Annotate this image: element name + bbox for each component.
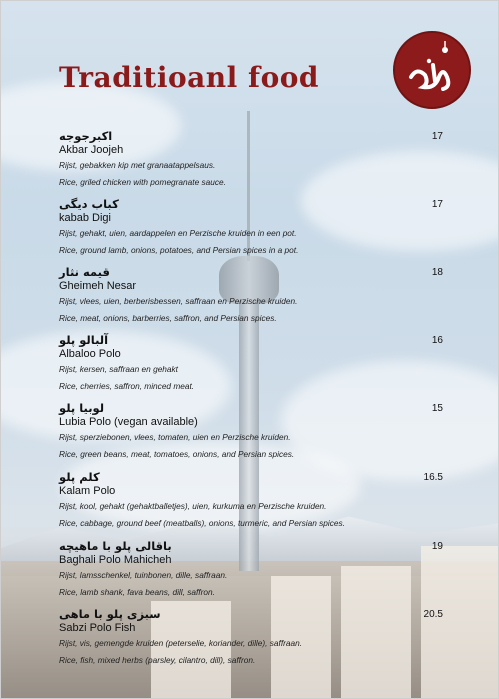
item-name: Kalam Polo [59, 485, 116, 497]
item-name: Baghali Polo Mahicheh [59, 554, 172, 566]
item-description-dutch: Rijst, vlees, uien, berberisbessen, saffraan en Perzische kruiden. [59, 296, 298, 306]
menu-item [59, 129, 449, 191]
item-persian-name: آلبالو پلو [59, 333, 109, 347]
menu-item [59, 470, 449, 532]
menu-item [59, 607, 449, 669]
item-description-english: Rice, cabbage, ground beef (meatballs), onions, turmeric, and Persian spices. [59, 518, 345, 528]
item-description-english: Rice, lamb shank, fava beans, dill, saffron. [59, 587, 215, 597]
page-title: Traditioanl food [59, 61, 320, 94]
menu-item [59, 265, 449, 327]
menu-item [59, 197, 449, 259]
item-persian-name: سبزی پلو با ماهی [59, 607, 161, 621]
item-description-dutch: Rijst, lamsschenkel, tuinbonen, dille, saffraan. [59, 570, 228, 580]
item-persian-name: باقالی پلو با ماهیچه [59, 539, 172, 553]
item-description-dutch: Rijst, gebakken kip met granaatappelsaus. [59, 160, 216, 170]
item-name: Lubia Polo (vegan available) [59, 416, 198, 428]
item-description-dutch: Rijst, kersen, saffraan en gehakt [59, 364, 178, 374]
item-name: Akbar Joojeh [59, 144, 124, 156]
menu-item [59, 333, 449, 395]
item-description-english: Rice, cherries, saffron, minced meat. [59, 381, 195, 391]
item-name: kabab Digi [59, 212, 111, 224]
item-name: Albaloo Polo [59, 348, 121, 360]
item-name: Sabzi Polo Fish [59, 622, 136, 634]
item-description-dutch: Rijst, kool, gehakt (gehaktballetjes), uien, kurkuma en Perzische kruiden. [59, 501, 327, 511]
item-description-english: Rice, griled chicken with pomegranate sauce. [59, 177, 226, 187]
item-persian-name: لوبیا پلو [59, 401, 105, 415]
item-price: 19 [431, 541, 443, 552]
item-price: 20.5 [423, 609, 443, 620]
menu-item [59, 539, 449, 601]
item-price: 16.5 [423, 472, 443, 483]
item-description-english: Rice, meat, onions, barberries, saffron, and Persian spices. [59, 313, 277, 323]
restaurant-logo [393, 31, 471, 109]
item-persian-name: کلم پلو [59, 470, 100, 484]
menu-item [59, 401, 449, 463]
item-price: 18 [431, 267, 443, 278]
item-description-dutch: Rijst, sperziebonen, vlees, tomaten, uien en Perzische kruiden. [59, 432, 291, 442]
item-price: 17 [431, 131, 443, 142]
item-description-english: Rice, ground lamb, onions, potatoes, and Persian spices in a pot. [59, 245, 299, 255]
item-price: 16 [431, 335, 443, 346]
item-description-english: Rice, fish, mixed herbs (parsley, cilantro, dill), saffron. [59, 655, 256, 665]
item-description-dutch: Rijst, vis, gemengde kruiden (peterselie, koriander, dille), saffraan. [59, 638, 303, 648]
item-name: Gheimeh Nesar [59, 280, 137, 292]
item-description-dutch: Rijst, gehakt, uien, aardappelen en Perzische kruiden in een pot. [59, 228, 297, 238]
item-persian-name: کباب دیگی [59, 197, 119, 211]
item-description-english: Rice, green beans, meat, tomatoes, onions, and Persian spices. [59, 449, 295, 459]
item-persian-name: قیمه نثار [59, 265, 110, 279]
item-persian-name: اکبرجوجه [59, 129, 113, 143]
logo-calligraphy-icon [395, 33, 469, 107]
item-price: 15 [431, 403, 443, 414]
item-price: 17 [431, 199, 443, 210]
